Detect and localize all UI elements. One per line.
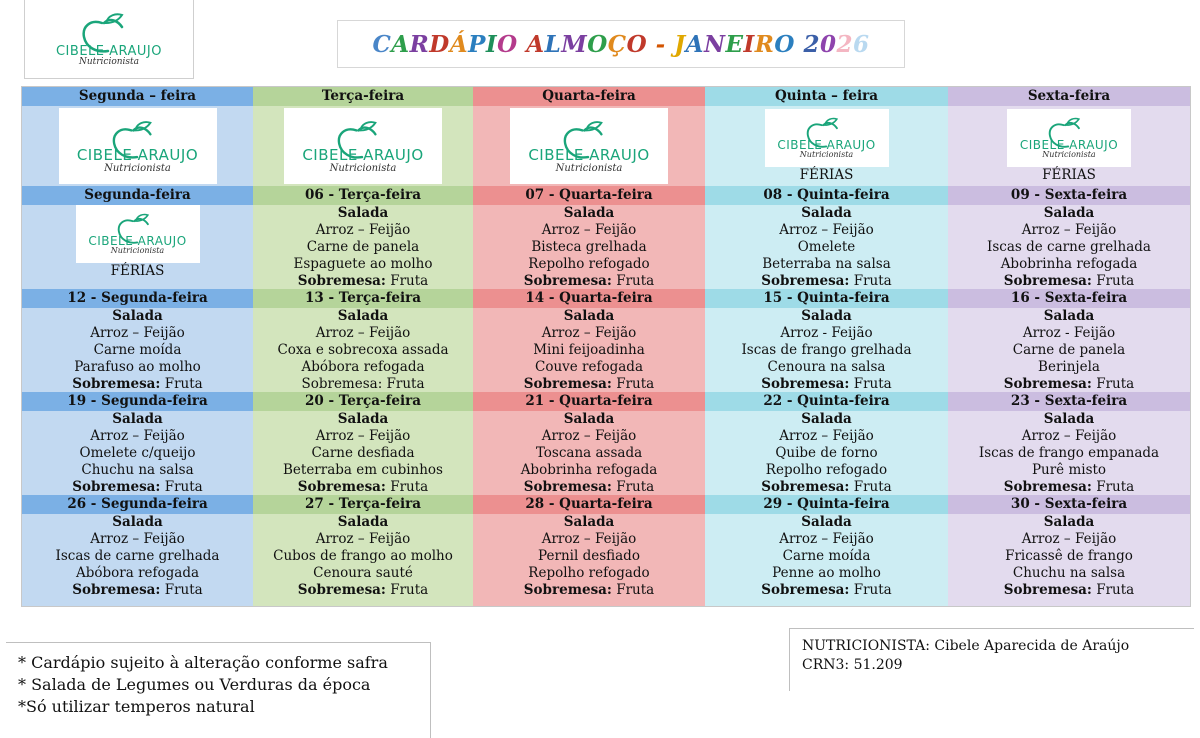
meal-item: Arroz – Feijão [90,325,185,341]
meal-block [22,514,253,598]
meal-item: Parafuso ao molho [74,359,201,375]
day-header: Sexta-feira [948,87,1190,106]
logo-brand-subtitle: Nutricionista [1042,149,1096,159]
meal-item: Repolho refogado [765,462,888,478]
brand-logo [510,108,668,184]
day-column [948,87,1190,606]
dessert-value: Fruta [1091,273,1135,289]
meal-block [253,411,473,495]
meal-item: Salada [801,514,852,530]
dessert-label: Sobremesa: [761,582,850,598]
meal-item: Chuchu na salsa [81,462,194,478]
meal-item [473,582,705,599]
dessert-label: Sobremesa: [523,582,612,598]
note-line: *Só utilizar temperos natural [18,697,255,716]
meal-item [948,376,1190,393]
meal-item [705,582,948,599]
meal-block [473,514,705,598]
title-letter: 2 [803,30,820,58]
meal-item: Mini feijoadinha [533,342,645,358]
meal-item [705,479,948,496]
meal-item: Omelete [797,239,856,255]
meal-item: Salada [1043,411,1095,427]
meal-item: Arroz – Feijão [1021,531,1117,547]
meal-item: Quibe de forno [775,445,878,461]
dessert-value: Fruta [849,376,892,392]
date-header: 09 - Sexta-feira [948,186,1190,205]
logo-cell [948,106,1190,186]
title-letter: C [372,30,392,58]
logo-brand-name: CIBELE ARAUJO [1019,137,1119,152]
title-letter: O [587,30,608,58]
meal-item: Arroz – Feijão [541,428,637,444]
dessert-value: Fruta [385,479,429,495]
meal-item [473,376,705,393]
title-letter: J [674,30,686,58]
meal-item: Beterraba em cubinhos [282,462,443,478]
dessert-label: Sobremesa: [72,376,161,392]
meal-block [705,411,948,495]
meal-block [22,308,253,392]
date-header: 19 - Segunda-feira [22,392,253,411]
meal-item: Carne de panela [306,239,420,255]
dessert-label: Sobremesa: [297,582,386,598]
brand-logo [284,108,442,184]
meal-block [253,205,473,289]
dessert-value: Fruta [160,582,203,598]
meal-item: Salada [1043,514,1095,530]
meal-item: Arroz – Feijão [1021,222,1117,238]
dessert-value: Fruta [849,273,892,289]
title-letter: I [743,30,755,58]
logo-brand-subtitle: Nutricionista [555,162,623,174]
meal-block [22,205,253,289]
day-header: Segunda – feira [22,87,253,106]
day-column [705,87,948,606]
dessert-value: Fruta [611,273,655,289]
title-letter [518,31,527,58]
title-letter: R [754,30,775,58]
brand-logo [59,108,217,184]
meal-item [253,479,473,496]
date-header: 16 - Sexta-feira [948,289,1190,308]
meal-item: Coxa e sobrecoxa assada [277,342,449,358]
dessert-label: Sobremesa: [72,582,161,598]
meal-item: Arroz – Feijão [315,222,411,238]
meal-item: Berinjela [1038,359,1100,375]
meal-item: Arroz – Feijão [90,531,185,547]
nutritionist-name: NUTRICIONISTA: Cibele Aparecida de Araújo [802,638,1130,654]
logo-brand-name: CIBELE ARAUJO [76,145,199,164]
title-letter: Á [449,30,469,58]
dessert-label: Sobremesa: [523,479,612,495]
logo-cell [473,106,705,186]
meal-item: Cubos de frango ao molho [273,548,453,564]
meal-item [22,376,253,393]
ferias-label: FÉRIAS [799,166,854,183]
date-header: 28 - Quarta-feira [473,495,705,514]
day-column [22,87,253,606]
logo-brand-name: CIBELE ARAUJO [88,234,187,249]
title-letter: P [468,30,486,58]
meal-item: Salada [112,514,163,530]
logo-cell [705,106,948,186]
meal-item: Salada [563,411,615,427]
meal-block [473,205,705,289]
dessert-value: Fruta [611,582,655,598]
meal-item: Beterraba na salsa [762,256,891,272]
date-header: 26 - Segunda-feira [22,495,253,514]
meal-item: Arroz – Feijão [90,428,185,444]
meal-item [705,273,948,290]
title-letter: R [409,30,430,58]
meal-item [948,479,1190,496]
dessert-value: Fruta [160,479,203,495]
meal-item [22,479,253,496]
meal-item: Arroz – Feijão [1021,428,1117,444]
meal-item: Salada [337,514,389,530]
logo-brand-subtitle: Nutricionista [110,246,165,256]
title-letter: L [544,30,562,58]
title-letter: 2 [836,30,853,58]
meal-block [473,411,705,495]
meal-item: Arroz – Feijão [541,325,637,341]
date-header: 13 - Terça-feira [253,289,473,308]
meal-item: Salada [563,308,615,324]
meal-item: Cenoura sauté [313,565,413,581]
title-letter: 6 [853,30,870,58]
title-letter: - [647,30,675,58]
meal-item: Iscas de frango grelhada [741,342,912,358]
meal-block [22,411,253,495]
day-column [473,87,705,606]
date-header: 12 - Segunda-feira [22,289,253,308]
brand-logo [76,205,200,263]
brand-logo [24,0,194,79]
dessert-value: Fruta [385,582,429,598]
dessert-label: Sobremesa: [1003,582,1092,598]
meal-item: Iscas de frango empanada [978,445,1160,461]
meal-item: Sobremesa: Fruta [301,376,425,392]
date-header: 30 - Sexta-feira [948,495,1190,514]
dessert-value: Fruta [160,376,203,392]
meal-item: Espaguete ao molho [293,256,433,272]
meal-item [253,273,473,290]
date-header: 06 - Terça-feira [253,186,473,205]
meal-item: Abobrinha refogada [520,462,658,478]
logo-brand-subtitle: Nutricionista [104,162,171,174]
meal-item: Salada [337,205,389,221]
logo-brand-subtitle: Nutricionista [329,162,397,174]
date-header: 21 - Quarta-feira [473,392,705,411]
meal-item: Arroz – Feijão [541,222,637,238]
meal-item: Salada [563,514,615,530]
dessert-value: Fruta [611,479,655,495]
meal-item: Salada [801,205,852,221]
meal-item: Couve refogada [534,359,643,375]
nutritionist-box [789,628,1194,691]
meal-block [705,514,948,598]
logo-brand-name: CIBELE ARAUJO [777,137,876,152]
meal-item: Salada [801,308,852,324]
logo-brand-subtitle: Nutricionista [799,149,854,159]
title-letter: N [703,30,726,58]
meal-item: Bisteca grelhada [531,239,647,255]
menu-table [21,86,1191,607]
dessert-label: Sobremesa: [761,273,850,289]
date-header: 20 - Terça-feira [253,392,473,411]
date-header: 29 - Quinta-feira [705,495,948,514]
day-header: Quinta – feira [705,87,948,106]
dessert-value: Fruta [1091,479,1135,495]
meal-item: Toscana assada [535,445,643,461]
meal-item [705,376,948,393]
dessert-label: Sobremesa: [1003,479,1092,495]
note-line: * Cardápio sujeito à alteração conforme safra [18,653,388,672]
meal-item [948,582,1190,599]
meal-item: Salada [1043,205,1095,221]
date-header: 08 - Quinta-feira [705,186,948,205]
dessert-value: Fruta [1091,376,1135,392]
meal-item: Chuchu na salsa [1012,565,1126,581]
meal-block [473,308,705,392]
dessert-label: Sobremesa: [297,273,386,289]
meal-item: Salada [112,308,163,324]
meal-item: Salada [112,411,163,427]
dessert-label: Sobremesa: [761,376,850,392]
title-letter: A [685,30,704,58]
dessert-label: Sobremesa: [1003,273,1092,289]
meal-item [253,582,473,599]
meal-item: Arroz – Feijão [779,428,874,444]
meal-item [948,273,1190,290]
meal-item: Salada [801,411,852,427]
title-letter: M [561,30,588,58]
brand-logo [765,109,889,167]
meal-item: Salada [337,411,389,427]
date-header: 14 - Quarta-feira [473,289,705,308]
meal-item: Iscas de carne grelhada [987,239,1151,255]
meal-item: Salada [563,205,615,221]
date-header: 23 - Sexta-feira [948,392,1190,411]
meal-item: Carne moída [782,548,871,564]
logo-brand-name: CIBELE ARAUJO [528,145,650,164]
meal-item: Iscas de carne grelhada [55,548,220,564]
meal-item: Arroz – Feijão [779,222,874,238]
meal-block [253,514,473,598]
date-header: 15 - Quinta-feira [705,289,948,308]
date-header: 22 - Quinta-feira [705,392,948,411]
title-letter: A [526,30,545,58]
dessert-value: Fruta [611,376,655,392]
title-letter: E [725,30,744,58]
dessert-label: Sobremesa: [72,479,161,495]
meal-item: Arroz – Feijão [315,531,411,547]
dessert-label: Sobremesa: [523,376,612,392]
day-header: Terça-feira [253,87,473,106]
meal-item [473,273,705,290]
meal-item: Penne ao molho [772,565,881,581]
title-letter: O [774,30,795,58]
meal-block [948,308,1190,392]
title-letter: Ç [607,30,627,58]
title-letter: O [626,30,648,58]
date-header: Segunda-feira [22,186,253,205]
logo-brand-name: CIBELE ARAUJO [302,145,424,164]
ferias-label: FÉRIAS [1042,166,1096,183]
meal-item: Pernil desfiado [538,548,640,564]
title-letter: A [391,30,410,58]
meal-item: Purê misto [1031,462,1107,478]
meal-item: Arroz – Feijão [315,428,411,444]
meal-item: Arroz – Feijão [541,531,637,547]
title-box [337,20,905,68]
meal-item: Salada [1043,308,1095,324]
dessert-label: Sobremesa: [1003,376,1092,392]
brand-logo [1007,109,1131,167]
dessert-label: Sobremesa: [761,479,850,495]
meal-block [253,308,473,392]
meal-item: Repolho refogado [528,565,650,581]
meal-block [948,205,1190,289]
logo-cell [253,106,473,186]
dessert-label: Sobremesa: [523,273,612,289]
meal-block [948,514,1190,598]
logo-brand-name: CIBELE ARAUJO [55,43,162,59]
note-line: * Salada de Legumes ou Verduras da época [18,675,371,694]
meal-item: Fricassê de frango [1005,548,1133,564]
meal-item: Carne desfiada [311,445,415,461]
meal-item: Arroz - Feijão [1022,325,1116,341]
meal-block [948,411,1190,495]
meal-item [473,479,705,496]
notes-box [6,642,431,738]
title-letter: I [485,30,498,58]
meal-item: Arroz - Feijão [780,325,873,341]
dessert-value: Fruta [1091,582,1135,598]
logo-brand-subtitle: Nutricionista [78,56,140,67]
meal-item: Salada [337,308,389,324]
meal-block [705,308,948,392]
date-header: 07 - Quarta-feira [473,186,705,205]
day-header: Quarta-feira [473,87,705,106]
meal-block [705,205,948,289]
dessert-value: Fruta [849,582,892,598]
meal-item: Repolho refogado [528,256,650,272]
dessert-value: Fruta [385,273,429,289]
ferias-label: FÉRIAS [110,263,165,279]
meal-item: Arroz – Feijão [315,325,411,341]
meal-item: Carne de panela [1012,342,1126,358]
meal-item [22,582,253,599]
date-header: 27 - Terça-feira [253,495,473,514]
logo-cell [22,106,253,186]
page-title [372,31,869,58]
meal-item: Abobrinha refogada [1000,256,1138,272]
title-letter: D [429,30,450,58]
dessert-value: Fruta [849,479,892,495]
title-letter: O [497,30,518,58]
meal-item: Abóbora refogada [75,565,200,581]
meal-item: Omelete c/queijo [79,445,196,461]
meal-item: Arroz – Feijão [779,531,874,547]
meal-item: Cenoura na salsa [767,359,886,375]
dessert-label: Sobremesa: [297,479,386,495]
day-column [253,87,473,606]
meal-item: Abóbora refogada [301,359,425,375]
title-letter: 0 [819,30,837,58]
meal-item: Carne moída [93,342,182,358]
nutritionist-crn: CRN3: 51.209 [802,657,903,673]
